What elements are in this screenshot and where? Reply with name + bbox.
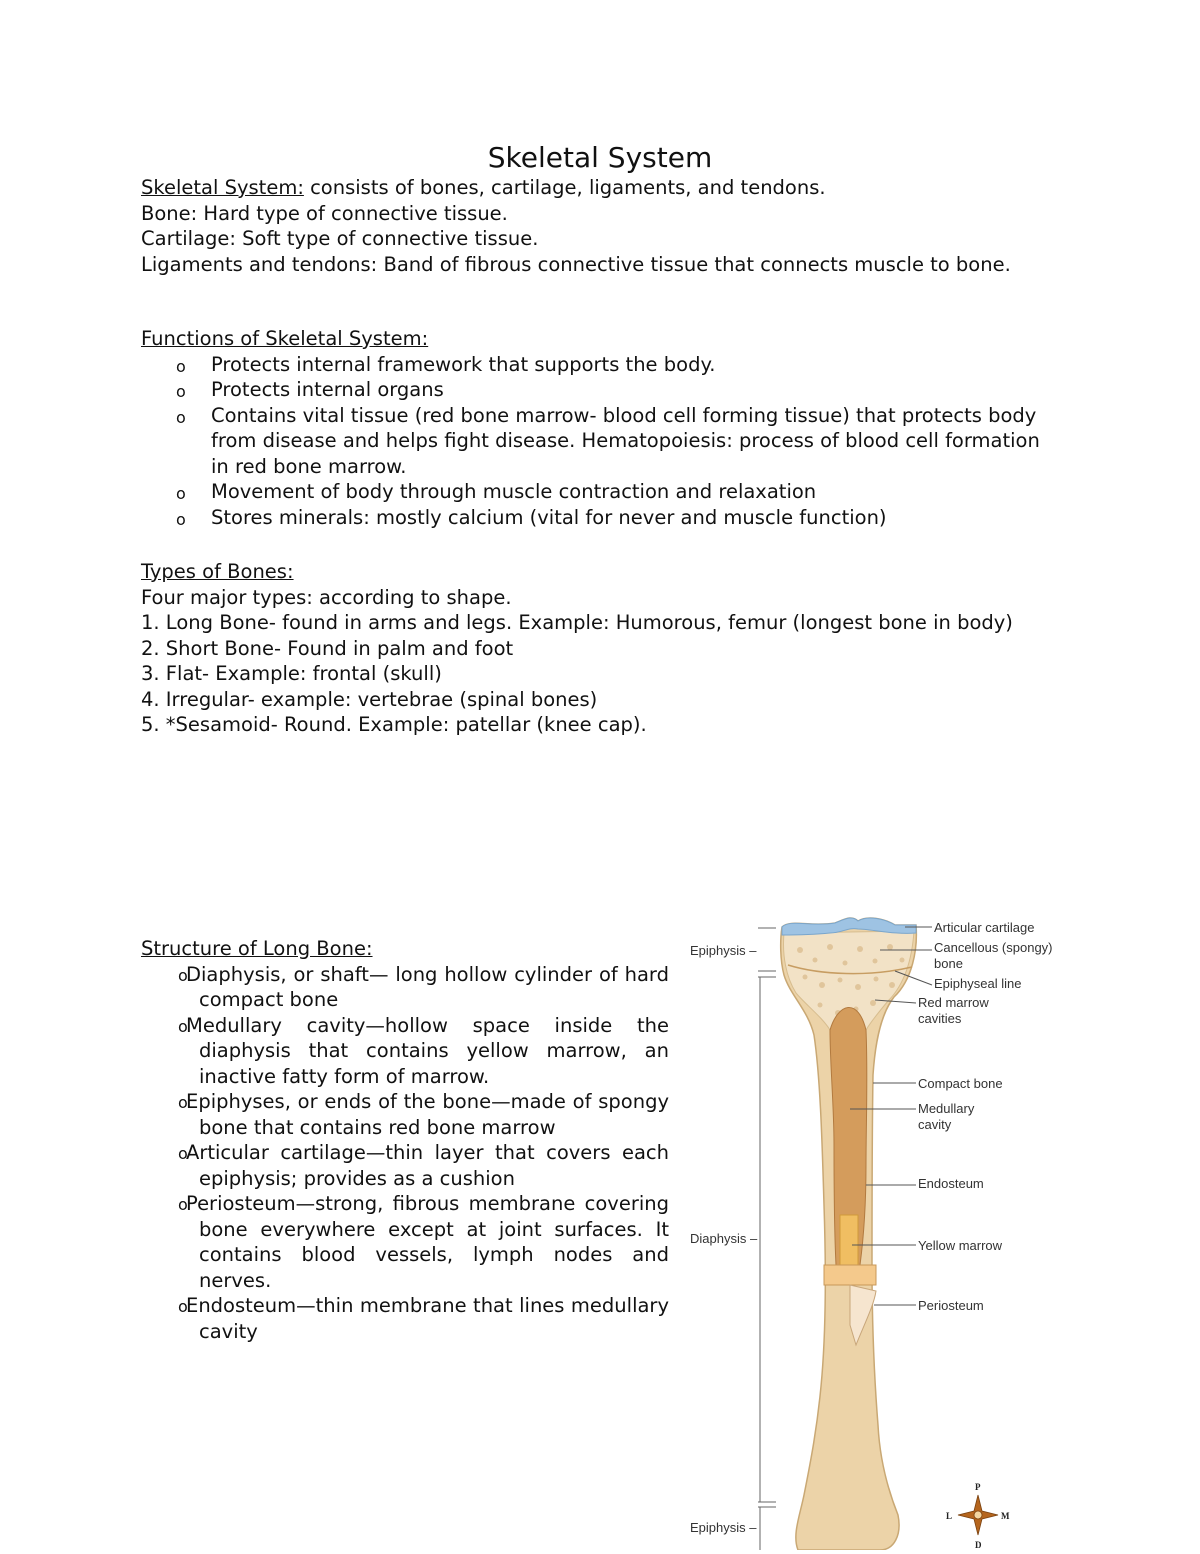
long-bone-figure [680, 905, 1080, 1550]
list-item-text: Periosteum—strong, fibrous membrane covering bone everywhere except at joint surfaces. It contains blood vessels, lymph nodes and nerves. [186, 1192, 669, 1292]
bullet: o [178, 1093, 188, 1112]
bullet: o [178, 965, 188, 985]
list-item-text: Epiphyses, or ends of the bone—made of spongy bone that contains red bone marrow [186, 1090, 669, 1139]
bone-definition: Bone: Hard type of connective tissue. [141, 201, 508, 225]
region-brackets [758, 928, 776, 1550]
list-item [141, 962, 669, 1013]
list-item [141, 1293, 669, 1344]
list-item-text: Protects internal framework that supports the body. [211, 352, 716, 376]
types-item: 1. Long Bone- found in arms and legs. Example: Humorous, femur (longest bone in body) [141, 611, 1013, 634]
ligaments-definition: Ligaments and tendons: Band of fibrous connective tissue that connects muscle to bone. [141, 252, 1011, 276]
functions-heading: Functions of Skeletal System: [141, 327, 429, 350]
list-item [141, 403, 1041, 480]
structure-list [141, 962, 669, 1345]
bullet: o [176, 484, 186, 503]
label-cancellous-bone: Cancellous (spongy) [934, 940, 1053, 955]
label-medullary-cavity-2: cavity [918, 1117, 952, 1132]
intro-section [141, 175, 1041, 277]
bullet: o [178, 1195, 188, 1214]
label-epiphyseal-line: Epiphyseal line [934, 976, 1022, 991]
types-intro: Four major types: according to shape. [141, 585, 512, 609]
list-item-text: Stores minerals: mostly calcium (vital for never and muscle function) [211, 505, 887, 529]
label-compact-bone: Compact bone [918, 1076, 1003, 1091]
label-articular-cartilage: Articular cartilage [934, 920, 1035, 935]
types-section [141, 559, 1041, 738]
yellow-marrow [840, 1215, 858, 1265]
structure-section [141, 936, 669, 1344]
list-item-text: Contains vital tissue (red bone marrow- blood cell forming tissue) that protects body from disease and helps fight disease. Hematopoiesis: process of blood cell formation in red bone marrow. [211, 403, 1040, 478]
list-item-text: Medullary cavity—hollow space inside the diaphysis that contains yellow marrow, an inactive fatty form of marrow. [186, 1013, 669, 1088]
list-item [141, 352, 1041, 378]
page-title: Skeletal System [487, 141, 713, 174]
label-medullary-cavity: Medullary [918, 1101, 975, 1116]
compass-l: L [946, 1511, 953, 1521]
list-item [141, 1140, 669, 1191]
cartilage-definition: Cartilage: Soft type of connective tissue. [141, 227, 539, 250]
bullet: o [176, 509, 186, 529]
types-item: 3. Flat- Example: frontal (skull) [141, 662, 442, 685]
types-heading: Types of Bones: [141, 560, 294, 583]
list-item [141, 1013, 669, 1090]
list-item [141, 1089, 669, 1140]
list-item-text: Diaphysis, or shaft— long hollow cylinder of hard compact bone [186, 962, 669, 1011]
compass-rose [946, 1482, 1010, 1550]
compass-d: D [975, 1540, 982, 1550]
list-item-text: Articular cartilage—thin layer that covers each epiphysis; provides as a cushion [186, 1141, 669, 1190]
list-item-text: Protects internal organs [211, 378, 444, 401]
bullet: o [176, 356, 186, 376]
label-endosteum: Endosteum [918, 1176, 984, 1191]
skeletal-term: Skeletal System: [141, 176, 304, 199]
label-red-marrow: Red marrow [918, 995, 989, 1010]
compass-m: M [1001, 1511, 1010, 1521]
list-item [141, 377, 1041, 403]
label-red-marrow-2: cavities [918, 1011, 962, 1026]
list-item-text: Endosteum—thin membrane that lines medullary cavity [186, 1294, 669, 1343]
compass-p: P [975, 1482, 981, 1492]
list-item [141, 505, 1041, 531]
bullet: o [178, 1016, 188, 1036]
label-periosteum: Periosteum [918, 1298, 984, 1313]
functions-list [141, 352, 1041, 531]
types-item: 2. Short Bone- Found in palm and foot [141, 636, 514, 660]
list-item [141, 1191, 669, 1293]
long-bone-illustration [680, 905, 1080, 1550]
functions-section [141, 326, 1041, 530]
skeletal-definition-text: consists of bones, cartilage, ligaments, and tendons. [303, 176, 826, 199]
skeletal-definition [141, 175, 1041, 201]
types-item: 5. *Sesamoid- Round. Example: patellar (knee cap). [141, 713, 647, 736]
bullet: o [176, 407, 186, 427]
label-epiphysis-bottom: Epiphysis – [690, 1520, 757, 1535]
bullet: o [176, 382, 186, 401]
bullet: o [178, 1144, 188, 1163]
label-yellow-marrow: Yellow marrow [918, 1238, 1003, 1253]
label-cancellous-bone-2: bone [934, 956, 963, 971]
list-item [141, 479, 1041, 505]
types-item: 4. Irregular- example: vertebrae (spinal bones) [141, 687, 598, 711]
list-item-text: Movement of body through muscle contraction and relaxation [211, 480, 817, 503]
bullet: o [178, 1297, 188, 1316]
label-epiphysis-top: Epiphysis – [690, 943, 757, 958]
compact-bone-cut [824, 1265, 876, 1285]
label-diaphysis: Diaphysis – [690, 1231, 758, 1246]
structure-heading: Structure of Long Bone: [141, 937, 373, 960]
